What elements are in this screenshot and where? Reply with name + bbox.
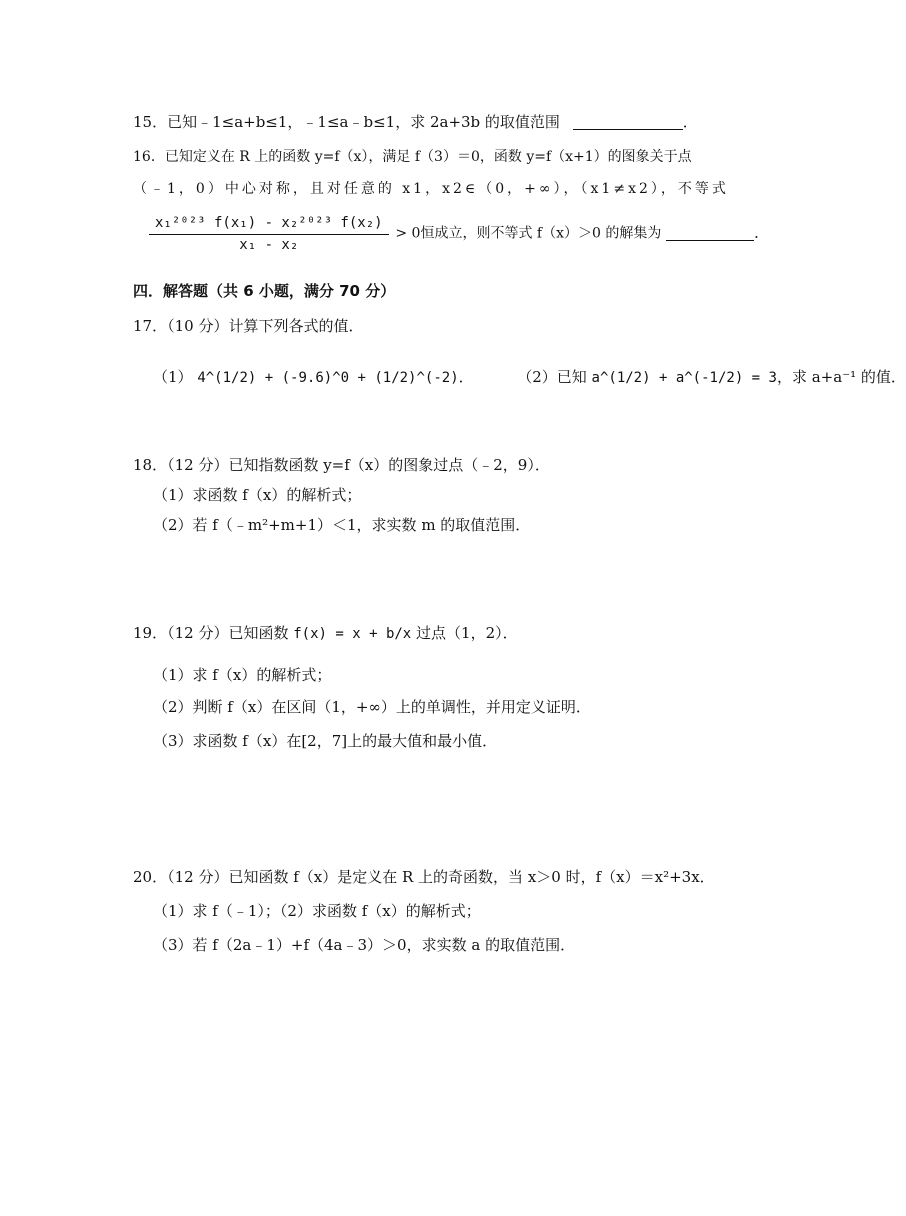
q20-part2: （3）若 f（2a﹣1）+f（4a﹣3）＞0，求实数 a 的取值范围． [153,936,576,954]
q17-parts: （1） 4^(1/2) + (-9.6)^0 + (1/2)^(-2)． （2）已知 a^(1/2) + a^(-1/2) = 3，求 a+a⁻¹ 的值． [153,368,906,386]
q17-part2-rest: ，求 a+a⁻¹ 的值． [776,368,906,386]
q16-fraction-denominator: x₁ - x₂ [239,237,299,253]
q20-stem: 20．（12 分）已知函数 f（x）是定义在 R 上的奇函数，当 x＞0 时，f（x）＝x²+3x． [133,868,715,886]
q18-part2: （2）若 f（﹣m²+m+1）＜1，求实数 m 的取值范围． [153,516,531,534]
q16-line2: （﹣1，0）中心对称，且对任意的 x1，x2∈（0，+∞），（x1≠x2），不等式 [133,181,729,197]
q15-text: 15．已知﹣1≤a+b≤1，﹣1≤a﹣b≤1，求 2a+3b 的取值范围 [133,113,560,131]
q16-answer-blank [666,224,754,241]
q20-part1: （1）求 f（﹣1）；（2）求函数 f（x）的解析式； [153,902,481,920]
q19-part1: （1）求 f（x）的解析式； [153,666,332,684]
q17-part2-expression: a^(1/2) + a^(-1/2) = 3 [591,370,777,386]
q16-line1: 16．已知定义在 R 上的函数 y=f（x），满足 f（3）＝0，函数 y=f（x+1）的图象关于点 [133,149,692,165]
q15-answer-blank [573,113,683,130]
q19-part2: （2）判断 f（x）在区间（1，+∞）上的单调性，并用定义证明． [153,698,591,716]
q18-stem: 18．（12 分）已知指数函数 y=f（x）的图象过点（﹣2，9）． [133,456,550,474]
q19-function: f(x) = x + b/x [293,626,412,642]
q19-stem: 19．（12 分）已知函数 f(x) = x + b/x 过点（1，2）． [133,624,518,642]
question-15: 15．已知﹣1≤a+b≤1，﹣1≤a﹣b≤1，求 2a+3b 的取值范围 ． [133,113,698,131]
section-heading: 四．解答题（共 6 小题，满分 70 分） [133,282,396,300]
q17-part1-expression: 4^(1/2) + (-9.6)^0 + (1/2)^(-2) [197,370,459,386]
q16-condition-text: > 0恒成立，则不等式 f（x）＞0 的解集为 [395,225,662,242]
q19-part3: （3）求函数 f（x）在[2，7]上的最大值和最小值． [153,732,498,750]
q16-line3: $\frac{\text{x₁²⁰²³ f(x₁) - x₂²⁰²³ f(x₂)}}{\text{x₁ - x₂}}$ > 0恒成立，则不等式 f（x）＞0 的解集为 ． [147,212,769,255]
q17-stem: 17．（10 分）计算下列各式的值． [133,317,364,335]
q18-part1: （1）求函数 f（x）的解析式； [153,486,362,504]
q16-fraction-numerator: x₁²⁰²³ f(x₁) - x₂²⁰²³ f(x₂) [149,212,389,235]
q17-part2-label: （2）已知 [517,368,587,386]
q16-fraction [149,212,389,255]
q17-part1-label: （1） [153,368,193,386]
